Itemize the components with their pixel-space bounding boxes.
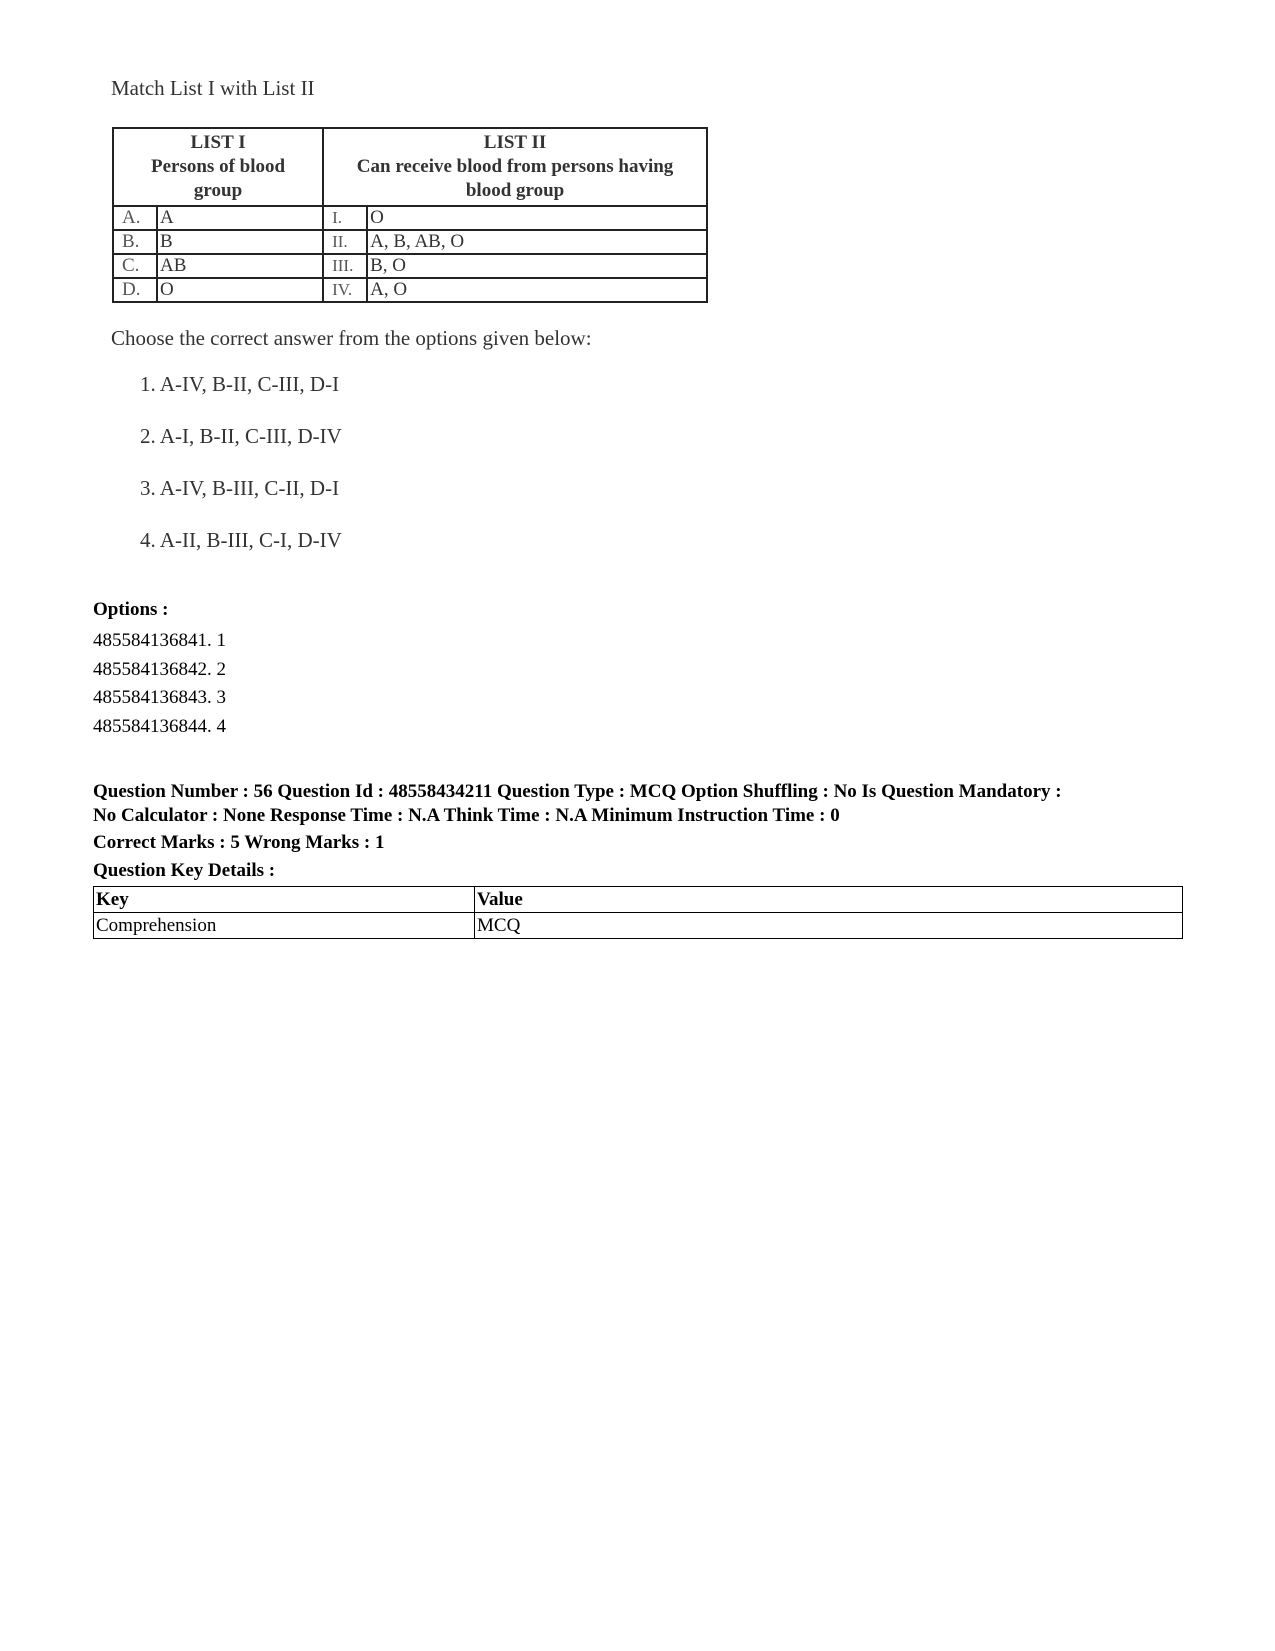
row-item: A xyxy=(157,206,323,230)
question-meta-line-2: No Calculator : None Response Time : N.A Think Time : N.A Minimum Instruction Time : 0 xyxy=(93,805,840,826)
list1-header xyxy=(113,128,323,206)
value-cell: MCQ xyxy=(475,913,1183,939)
answer-choice: 4. A-II, B-III, C-I, D-IV xyxy=(140,528,342,552)
list2-subtitle: Can receive blood from persons having xyxy=(356,156,674,177)
row-roman: I. xyxy=(323,206,367,230)
row-value: A, B, AB, O xyxy=(367,230,707,254)
row-roman: II. xyxy=(323,230,367,254)
row-item: B xyxy=(157,230,323,254)
row-roman: IV. xyxy=(323,278,367,302)
question-image xyxy=(100,70,720,580)
row-letter: B. xyxy=(113,230,157,254)
row-letter: D. xyxy=(113,278,157,302)
key-details-table xyxy=(93,886,1183,939)
match-table xyxy=(112,127,708,303)
table-row xyxy=(94,913,1183,939)
list2-header xyxy=(323,128,707,206)
match-row xyxy=(113,254,707,278)
question-meta xyxy=(93,780,1183,828)
list2-subtitle-cont: blood group xyxy=(465,180,565,201)
answer-choice: 2. A-I, B-II, C-III, D-IV xyxy=(140,424,342,448)
key-table-header-row xyxy=(94,887,1183,913)
row-item: O xyxy=(157,278,323,302)
match-row xyxy=(113,206,707,230)
row-value: O xyxy=(367,206,707,230)
row-roman: III. xyxy=(323,254,367,278)
question-intro: Match List I with List II xyxy=(111,76,315,100)
row-value: B, O xyxy=(367,254,707,278)
choose-instruction: Choose the correct answer from the options given below: xyxy=(111,326,592,350)
list2-title: LIST II xyxy=(483,132,547,153)
answer-choices xyxy=(140,370,342,578)
options-list xyxy=(93,627,226,741)
match-row xyxy=(113,230,707,254)
option-item: 485584136844. 4 xyxy=(93,715,226,737)
row-letter: A. xyxy=(113,206,157,230)
row-value: A, O xyxy=(367,278,707,302)
list1-subtitle: Persons of blood xyxy=(151,156,286,177)
answer-choice: 3. A-IV, B-III, C-II, D-I xyxy=(140,476,340,500)
match-table-header-row xyxy=(113,128,707,206)
match-row xyxy=(113,278,707,302)
option-item: 485584136842. 2 xyxy=(93,658,226,680)
row-letter: C. xyxy=(113,254,157,278)
value-column-header: Value xyxy=(475,887,1183,913)
key-column-header: Key xyxy=(94,887,475,913)
option-item: 485584136843. 3 xyxy=(93,687,226,708)
key-cell: Comprehension xyxy=(94,913,475,939)
question-meta-line-1: Question Number : 56 Question Id : 48558434211 Question Type : MCQ Option Shuffling : No Is Question Mandatory : xyxy=(93,781,1062,802)
option-item: 485584136841. 1 xyxy=(93,630,226,651)
key-details-label: Question Key Details : xyxy=(93,860,276,881)
row-item: AB xyxy=(157,254,323,278)
answer-choice: 1. A-IV, B-II, C-III, D-I xyxy=(140,372,340,396)
list1-subtitle-cont: group xyxy=(193,180,243,201)
list1-title: LIST I xyxy=(190,132,246,153)
options-label: Options : xyxy=(93,599,169,620)
marks-line: Correct Marks : 5 Wrong Marks : 1 xyxy=(93,832,385,853)
